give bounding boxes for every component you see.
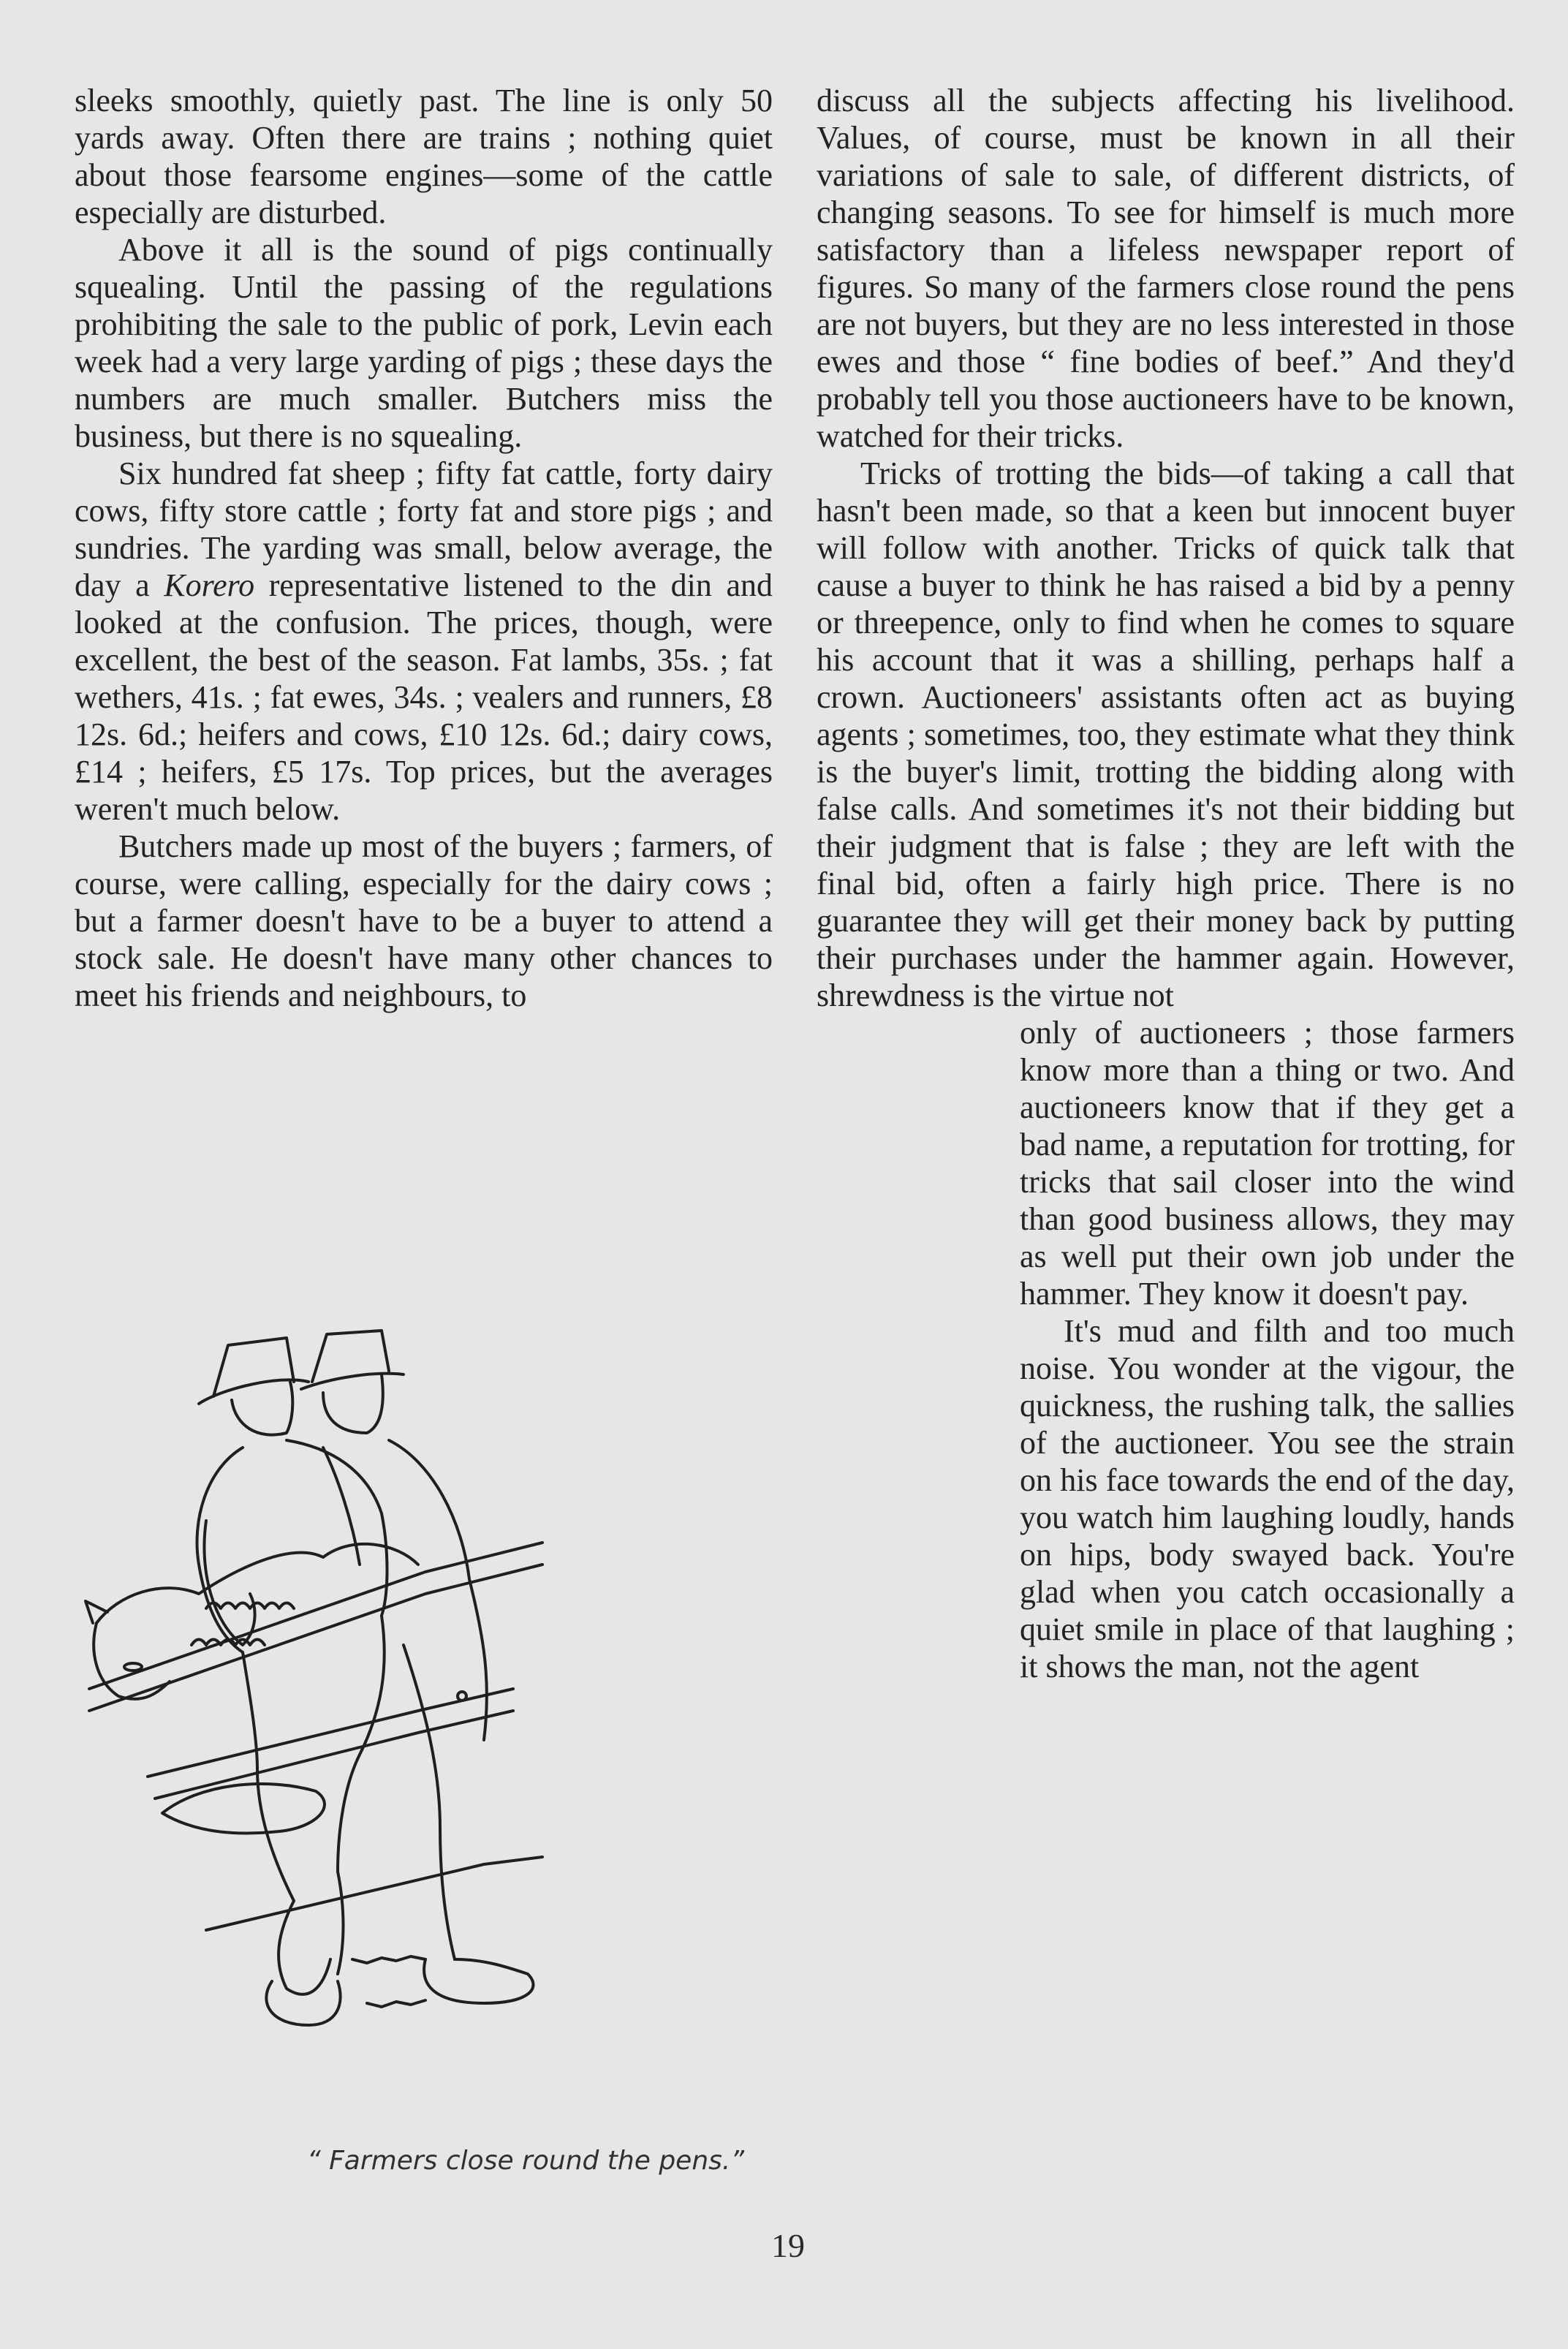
ground-marks-2: [367, 2000, 425, 2007]
sheep-wool: [206, 1603, 294, 1609]
left-column: [75, 82, 773, 1014]
left-farmer-boot: [266, 1981, 340, 2025]
paragraph-text: representative listened to the din and looked at the confusion. The prices, though, were excellent, the best of the season. Fat lambs, 35s. ; fat wethers, 41s. ; fat ewes, 34s. ; vealers and runners, £8 12s. 6d.; heifers and cows, £10 12s. 6d.; dairy cows, £14 ; heifers, £5 17s. Top prices, but the averages weren't much below.: [75, 567, 773, 827]
paragraph-text: Above it all is the sound of pigs continually squealing. Until the passing of the regulations prohibiting the sale to the public of pork, Levin each week had a very large yarding of pigs ; these days the numbers are much smaller. Butchers miss the business, but there is no squealing.: [75, 232, 773, 454]
page-number: 19: [771, 2227, 805, 2264]
body-paragraph: [817, 82, 1515, 455]
left-farmer-body: [197, 1440, 387, 1652]
body-paragraph: [75, 82, 773, 231]
right-farmer-trousers: [404, 1645, 455, 1959]
body-paragraph: [817, 455, 1515, 1014]
coat-button: [458, 1692, 466, 1701]
paragraph-text: Tricks of trotting the bids—of taking a call that hasn't been made, so that a keen but innocent buyer will follow with another. Tricks of quick talk that cause a buyer to think he has raised a bid by a penny or threepence, only to find when he comes to square his account that it was a shilling, perhaps half a crown. Auctioneers' assistants often act as buying agents ; sometimes, too, they estimate what they think is the buyer's limit, trotting the bidding along with false calls. And sometimes it's not their bidding but their judgment that is false ; they are left with the final bid, often a fairly high price. There is no guarantee they will get their money back by putting their purchases under the hammer again. However, shrewdness is the virtue not: [817, 455, 1515, 1013]
left-farmer-arm: [204, 1521, 254, 1645]
body-paragraph: [75, 231, 773, 455]
paragraph-text: Six hundred fat sheep ; fifty fat cattle, forty dairy cows, fifty store cattle ; forty fat and store pigs ; and sundries. The yarding was small, below average, the day a: [75, 455, 773, 603]
pen-rail-top-lower: [89, 1565, 542, 1711]
pen-rail-bottom: [206, 1857, 542, 1930]
paragraph-text: It's mud and filth and too much noise. You wonder at the vigour, the quickness, the rushing talk, the sallies of the auctioneer. You see the strain on his face towards the end of the day, you watch him laughing loudly, hands on hips, body swayed back. You're glad when you catch occasionally a quiet smile in place of that laughing ; it shows the man, not the agent: [1020, 1313, 1515, 1684]
sheep-eye: [124, 1663, 142, 1671]
sheep-body: [96, 1544, 418, 1623]
right-farmer-hat: [301, 1331, 404, 1389]
pen-rail-middle-lower: [155, 1711, 513, 1798]
right-column: [817, 82, 1515, 1685]
right-farmer-head: [323, 1374, 383, 1433]
body-paragraph: [1020, 1312, 1515, 1685]
body-paragraph: [75, 455, 773, 828]
body-paragraph: [75, 828, 773, 1014]
right-farmer-coat: [323, 1440, 487, 1740]
italic-text: Korero: [164, 567, 255, 603]
pen-rail-top: [89, 1543, 542, 1689]
ground-marks: [352, 1956, 425, 1963]
left-farmer-head: [232, 1382, 292, 1435]
paragraph-text: Butchers made up most of the buyers ; farmers, of course, were calling, especially for the dairy cows ; but a farmer doesn't have to be a buyer to attend a stock sale. He doesn't have many other chances to meet his friends and neighbours, to: [75, 828, 773, 1013]
body-paragraph: [1020, 1014, 1515, 1312]
paragraph-text: discuss all the subjects affecting his livelihood. Values, of course, must be known in all their variations of sale to sale, of different districts, of changing seasons. To see for himself is much more satisfactory than a lifeless newspaper report of figures. So many of the farmers close round the pens are not buyers, but they are no less interested in those ewes and those “ fine bodies of beef.” And they'd probably tell you those auctioneers have to be known, watched for their tricks.: [817, 83, 1515, 454]
paragraph-text: only of auctioneers ; those farmers know more than a thing or two. And auctioneers know that if they get a bad name, a reputation for trotting, for tricks that sail closer into the wind than good business allows, they may as well put their own job under the hammer. They know it doesn't pay.: [1020, 1015, 1515, 1312]
paragraph-text: sleeks smoothly, quietly past. The line is only 50 yards away. Often there are trains ; nothing quiet about those fearsome engines—some of the cattle especially are disturbed.: [75, 83, 773, 230]
right-farmer-boot: [424, 1959, 533, 2003]
illustration-caption: “ Farmers close round the pens.”: [307, 2146, 744, 2176]
pen-rail-middle: [148, 1689, 513, 1777]
farmers-drawing: [75, 1301, 776, 2120]
sheep-ear: [86, 1601, 107, 1623]
farmers-illustration: [75, 1301, 776, 2120]
